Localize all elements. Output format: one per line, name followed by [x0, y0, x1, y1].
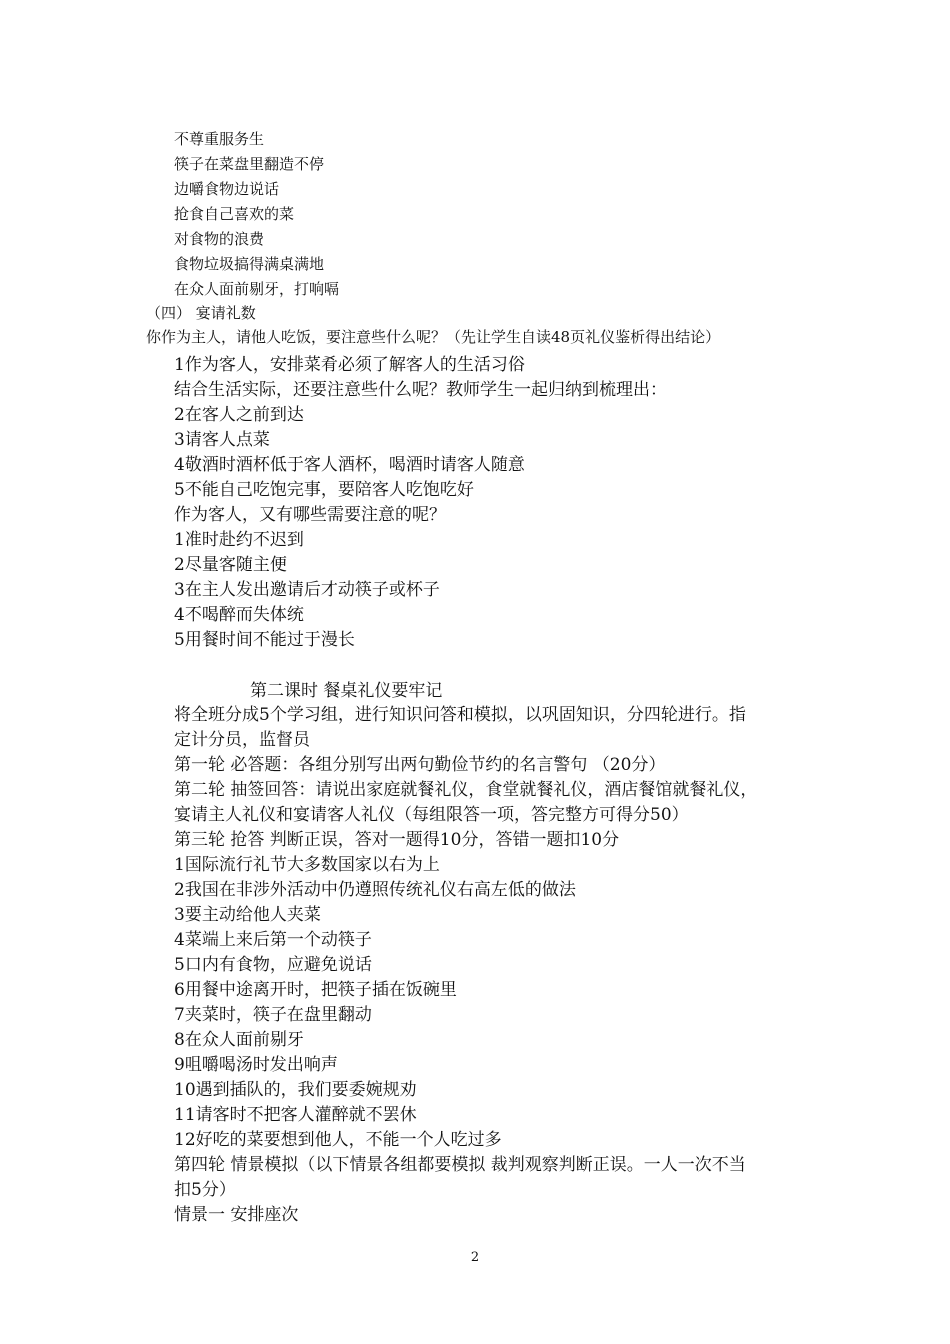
etiquette-line: 对食物的浪费 [174, 230, 265, 248]
etiquette-line: 筷子在菜盘里翻造不停 [174, 155, 325, 173]
section-heading: （四） 宴请礼数 [146, 304, 256, 322]
etiquette-line: 在众人面前剔牙，打响嗝 [174, 280, 340, 298]
quiz-item: 12好吃的菜要想到他人，不能一个人吃过多 [174, 1130, 502, 1150]
body-line: 定计分员，监督员 [174, 730, 310, 750]
quiz-item: 1国际流行礼节大多数国家以右为上 [174, 855, 440, 875]
lesson-title: 第二课时 餐桌礼仪要牢记 [250, 681, 443, 701]
body-line: 2尽量客随主便 [174, 555, 287, 575]
quiz-item: 3要主动给他人夹菜 [174, 905, 321, 925]
body-line: 宴请主人礼仪和宴请客人礼仪（每组限答一项，答完整方可得分50） [174, 805, 689, 825]
body-line: 将全班分成5个学习组，进行知识问答和模拟，以巩固知识，分四轮进行。指 [174, 705, 746, 725]
body-line: 4不喝醉而失体统 [174, 605, 304, 625]
body-line: 5用餐时间不能过于漫长 [174, 630, 355, 650]
body-line: 5不能自己吃饱完事，要陪客人吃饱吃好 [174, 480, 474, 500]
body-line: 扣5分） [174, 1180, 236, 1200]
quiz-item: 6用餐中途离开时，把筷子插在饭碗里 [174, 980, 457, 1000]
etiquette-line: 食物垃圾搞得满桌满地 [174, 255, 325, 273]
body-line: 结合生活实际，还要注意些什么呢？教师学生一起归纳到梳理出： [174, 380, 667, 400]
body-line: 1准时赴约不迟到 [174, 530, 304, 550]
host-question: 你作为主人，请他人吃饭，要注意些什么呢？（先让学生自读48页礼仪鉴析得出结论） [146, 328, 721, 346]
body-line: 第一轮 必答题：各组分别写出两句勤俭节约的名言警句 （20分） [174, 755, 666, 775]
quiz-item: 8在众人面前剔牙 [174, 1030, 304, 1050]
body-line: 第四轮 情景模拟（以下情景各组都要模拟 裁判观察判断正误。一人一次不当 [174, 1155, 746, 1175]
quiz-item: 10遇到插队的，我们要委婉规劝 [174, 1080, 417, 1100]
body-line: 1作为客人，安排菜肴必须了解客人的生活习俗 [174, 355, 525, 375]
quiz-item: 5口内有食物，应避免说话 [174, 955, 372, 975]
etiquette-line: 边嚼食物边说话 [174, 180, 280, 198]
quiz-item: 7夹菜时，筷子在盘里翻动 [174, 1005, 372, 1025]
quiz-item: 2我国在非涉外活动中仍遵照传统礼仪右高左低的做法 [174, 880, 576, 900]
body-line: 情景一 安排座次 [174, 1205, 299, 1225]
body-line: 第三轮 抢答 判断正误，答对一题得10分，答错一题扣10分 [174, 830, 620, 850]
quiz-item: 9咀嚼喝汤时发出响声 [174, 1055, 338, 1075]
etiquette-line: 不尊重服务生 [174, 130, 265, 148]
body-line: 3在主人发出邀请后才动筷子或杯子 [174, 580, 440, 600]
etiquette-line: 抢食自己喜欢的菜 [174, 205, 295, 223]
quiz-item: 4菜端上来后第一个动筷子 [174, 930, 372, 950]
quiz-item: 11请客时不把客人灌醉就不罢休 [174, 1105, 417, 1125]
body-line: 2在客人之前到达 [174, 405, 304, 425]
body-line: 4敬酒时酒杯低于客人酒杯，喝酒时请客人随意 [174, 455, 525, 475]
body-line: 第二轮 抽签回答：请说出家庭就餐礼仪，食堂就餐礼仪，酒店餐馆就餐礼仪， [174, 780, 758, 800]
body-line: 作为客人，又有哪些需要注意的呢？ [174, 505, 446, 525]
page-number: 2 [470, 1250, 480, 1265]
body-line: 3请客人点菜 [174, 430, 270, 450]
